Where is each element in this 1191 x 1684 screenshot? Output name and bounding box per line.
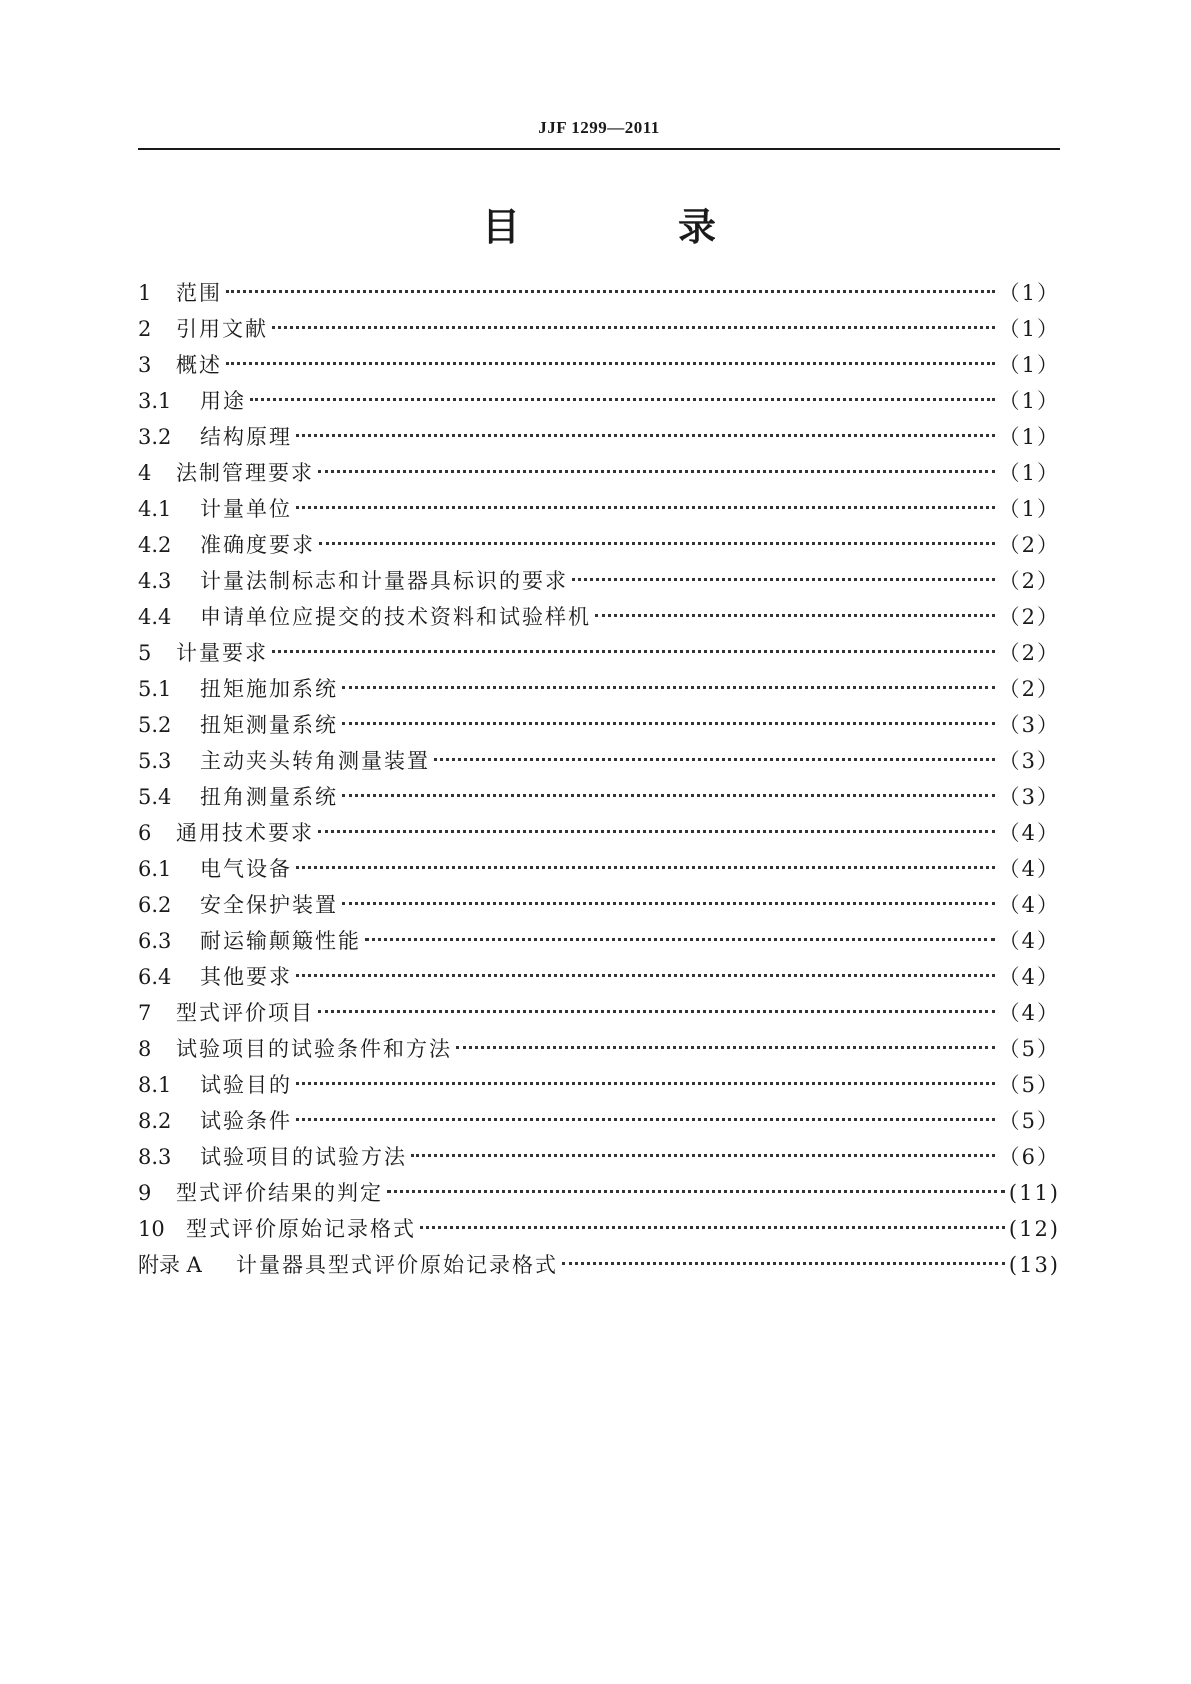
toc-leader-dots <box>272 649 995 653</box>
toc-entry-page: (12) <box>1008 1217 1060 1241</box>
toc-leader-dots <box>434 757 995 761</box>
toc-entry-label: 结构原理 <box>200 425 292 449</box>
toc-entry-number: 4.1 <box>138 497 172 521</box>
toc-entry-page: (11) <box>1008 1181 1060 1205</box>
toc-entry[interactable] <box>138 853 1060 889</box>
toc-entry-number: 4.3 <box>138 569 172 593</box>
toc-entry-number: 8.3 <box>138 1145 172 1169</box>
toc-leader-dots <box>226 361 995 365</box>
toc-entry-number: 5.4 <box>138 785 172 809</box>
toc-leader-dots <box>342 901 995 905</box>
toc-entry-number: 4 <box>138 461 152 485</box>
toc-entry[interactable] <box>138 385 1060 421</box>
toc-leader-dots <box>318 1009 995 1013</box>
toc-entry-page: （1） <box>998 461 1060 485</box>
toc-leader-dots <box>250 397 995 401</box>
toc-entry-page: （2） <box>998 569 1060 593</box>
toc-entry-number: 3.1 <box>138 389 172 413</box>
toc-entry-page: （1） <box>998 389 1060 413</box>
toc-entry-label: 其他要求 <box>200 965 292 989</box>
toc-leader-dots <box>296 505 995 509</box>
toc-entry-label: 耐运输颠簸性能 <box>200 929 361 953</box>
toc-entry-page: （2） <box>998 677 1060 701</box>
toc-entry-number: 附录 A <box>138 1253 202 1277</box>
toc-entry[interactable] <box>138 709 1060 745</box>
table-of-contents <box>138 277 1060 1285</box>
toc-entry[interactable] <box>138 313 1060 349</box>
toc-entry-page: （5） <box>998 1037 1060 1061</box>
toc-entry[interactable] <box>138 1033 1060 1069</box>
toc-entry-label: 主动夹头转角测量装置 <box>200 749 430 773</box>
toc-entry[interactable] <box>138 673 1060 709</box>
toc-entry-number: 7 <box>138 1001 152 1025</box>
toc-entry[interactable] <box>138 529 1060 565</box>
toc-entry[interactable] <box>138 457 1060 493</box>
toc-entry-page: （1） <box>998 281 1060 305</box>
toc-leader-dots <box>411 1153 995 1157</box>
page-title: 目 录 <box>481 205 776 249</box>
toc-entry-label: 申请单位应提交的技术资料和试验样机 <box>200 605 591 629</box>
toc-leader-dots <box>420 1225 1005 1229</box>
toc-entry-label: 准确度要求 <box>200 533 315 557</box>
toc-entry-label: 扭矩测量系统 <box>200 713 338 737</box>
toc-leader-dots <box>296 865 995 869</box>
toc-entry-page: （1） <box>998 497 1060 521</box>
toc-entry-number: 4.4 <box>138 605 172 629</box>
toc-entry-number: 1 <box>138 281 152 305</box>
toc-entry-page: （6） <box>998 1145 1060 1169</box>
toc-entry-number: 8.2 <box>138 1109 172 1133</box>
toc-entry-label: 通用技术要求 <box>176 821 314 845</box>
toc-entry-label: 扭角测量系统 <box>200 785 338 809</box>
toc-entry-page: （4） <box>998 893 1060 917</box>
toc-leader-dots <box>595 613 995 617</box>
toc-leader-dots <box>342 685 995 689</box>
toc-entry-number: 5.1 <box>138 677 172 701</box>
toc-leader-dots <box>342 721 995 725</box>
toc-entry[interactable] <box>138 1069 1060 1105</box>
document-code-header: JJF 1299—2011 <box>538 118 660 137</box>
toc-leader-dots <box>226 289 995 293</box>
toc-entry-label: 法制管理要求 <box>176 461 314 485</box>
toc-entry-number: 6.3 <box>138 929 172 953</box>
toc-entry-label: 型式评价结果的判定 <box>176 1181 383 1205</box>
toc-entry[interactable] <box>138 781 1060 817</box>
toc-entry-number: 3.2 <box>138 425 172 449</box>
toc-entry-number: 6.2 <box>138 893 172 917</box>
toc-entry-label: 型式评价原始记录格式 <box>186 1217 416 1241</box>
toc-entry-label: 型式评价项目 <box>176 1001 314 1025</box>
toc-entry[interactable] <box>138 349 1060 385</box>
toc-leader-dots <box>365 937 995 941</box>
toc-entry[interactable] <box>138 1249 1060 1285</box>
toc-entry-number: 8 <box>138 1037 152 1061</box>
toc-entry-page: （3） <box>998 785 1060 809</box>
header-rule <box>138 148 1060 150</box>
toc-entry-page: （1） <box>998 425 1060 449</box>
toc-entry[interactable] <box>138 925 1060 961</box>
toc-leader-dots <box>272 325 995 329</box>
toc-leader-dots <box>318 829 995 833</box>
toc-entry-label: 试验项目的试验方法 <box>200 1145 407 1169</box>
toc-entry-page: （3） <box>998 713 1060 737</box>
toc-entry-number: 4.2 <box>138 533 172 557</box>
toc-entry-page: （2） <box>998 533 1060 557</box>
toc-entry[interactable] <box>138 601 1060 637</box>
toc-entry-label: 计量法制标志和计量器具标识的要求 <box>200 569 568 593</box>
toc-entry[interactable] <box>138 1105 1060 1141</box>
toc-entry-label: 引用文献 <box>176 317 268 341</box>
toc-entry[interactable] <box>138 745 1060 781</box>
toc-leader-dots <box>572 577 995 581</box>
toc-entry[interactable] <box>138 421 1060 457</box>
toc-entry-label: 电气设备 <box>200 857 292 881</box>
toc-entry-number: 5.2 <box>138 713 172 737</box>
toc-entry-label: 计量器具型式评价原始记录格式 <box>236 1253 558 1277</box>
toc-entry-number: 6.1 <box>138 857 172 881</box>
toc-entry-number: 9 <box>138 1181 152 1205</box>
toc-entry-page: （2） <box>998 605 1060 629</box>
toc-entry[interactable] <box>138 1177 1060 1213</box>
toc-entry[interactable] <box>138 637 1060 673</box>
toc-entry[interactable] <box>138 817 1060 853</box>
toc-entry-page: (13) <box>1008 1253 1060 1277</box>
toc-entry-page: （1） <box>998 317 1060 341</box>
toc-entry-page: （4） <box>998 857 1060 881</box>
toc-entry[interactable] <box>138 1213 1060 1249</box>
toc-entry-number: 5.3 <box>138 749 172 773</box>
toc-entry[interactable] <box>138 997 1060 1033</box>
toc-entry[interactable] <box>138 889 1060 925</box>
toc-leader-dots <box>456 1045 995 1049</box>
toc-entry-number: 2 <box>138 317 152 341</box>
toc-entry[interactable] <box>138 961 1060 997</box>
toc-leader-dots <box>387 1189 1005 1193</box>
toc-entry-label: 用途 <box>200 389 246 413</box>
toc-leader-dots <box>318 469 995 473</box>
toc-entry-number: 3 <box>138 353 152 377</box>
toc-entry-label: 安全保护装置 <box>200 893 338 917</box>
toc-entry-number: 6 <box>138 821 152 845</box>
toc-entry-label: 计量单位 <box>200 497 292 521</box>
toc-entry-page: （5） <box>998 1073 1060 1097</box>
toc-entry-page: （4） <box>998 965 1060 989</box>
toc-entry-label: 计量要求 <box>176 641 268 665</box>
toc-leader-dots <box>319 541 995 545</box>
toc-entry-label: 试验条件 <box>200 1109 292 1133</box>
toc-entry-page: （1） <box>998 353 1060 377</box>
toc-leader-dots <box>562 1261 1005 1265</box>
toc-entry-page: （4） <box>998 929 1060 953</box>
toc-entry-label: 试验目的 <box>200 1073 292 1097</box>
toc-entry-label: 范围 <box>176 281 222 305</box>
toc-entry-number: 8.1 <box>138 1073 172 1097</box>
toc-entry-number: 5 <box>138 641 152 665</box>
toc-entry[interactable] <box>138 565 1060 601</box>
toc-entry-page: （4） <box>998 821 1060 845</box>
toc-entry-page: （2） <box>998 641 1060 665</box>
toc-leader-dots <box>342 793 995 797</box>
toc-entry-label: 概述 <box>176 353 222 377</box>
toc-entry-label: 扭矩施加系统 <box>200 677 338 701</box>
toc-leader-dots <box>296 433 995 437</box>
toc-leader-dots <box>296 1117 995 1121</box>
toc-entry[interactable] <box>138 493 1060 529</box>
toc-entry-page: （5） <box>998 1109 1060 1133</box>
toc-entry[interactable] <box>138 1141 1060 1177</box>
toc-entry-label: 试验项目的试验条件和方法 <box>176 1037 452 1061</box>
toc-entry[interactable] <box>138 277 1060 313</box>
toc-entry-page: （3） <box>998 749 1060 773</box>
toc-leader-dots <box>296 1081 995 1085</box>
toc-entry-number: 6.4 <box>138 965 172 989</box>
toc-entry-page: （4） <box>998 1001 1060 1025</box>
toc-entry-number: 10 <box>138 1217 165 1241</box>
toc-leader-dots <box>296 973 995 977</box>
